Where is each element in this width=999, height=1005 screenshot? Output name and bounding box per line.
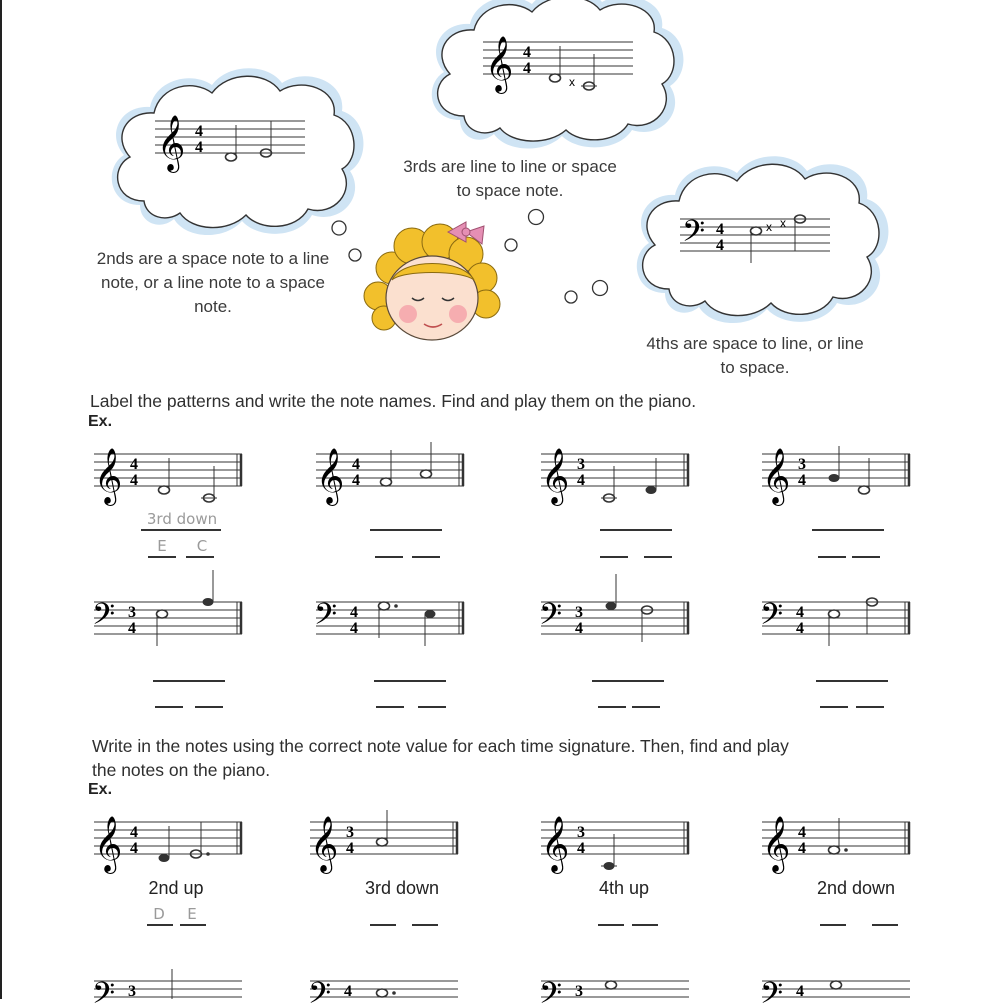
svg-text:4: 4 (195, 123, 203, 140)
bass-clef-icon: 𝄢 (760, 598, 784, 639)
note-line[interactable] (195, 706, 223, 708)
staff-s1-r1-c1 (90, 432, 250, 512)
note-line[interactable] (818, 556, 846, 558)
example-note-1: D (153, 905, 165, 923)
svg-text:4: 4 (798, 824, 806, 841)
note-line (186, 556, 214, 558)
note-line[interactable] (644, 556, 672, 558)
svg-text:4: 4 (796, 620, 804, 637)
note-line[interactable] (820, 924, 846, 926)
interval-label: 2nd down (816, 878, 896, 898)
note-line[interactable] (852, 556, 880, 558)
girl-face-illustration (362, 218, 502, 348)
svg-text:4: 4 (350, 620, 358, 637)
note-line[interactable] (412, 924, 438, 926)
staff-s2-r2-c3 (537, 965, 697, 1005)
svg-text:4: 4 (575, 620, 583, 637)
caption-thirds: 3rds are line to line or space to space note. (403, 157, 617, 200)
staff-s1-r2-c1 (90, 588, 250, 658)
svg-text:4: 4 (130, 840, 138, 857)
answer-line[interactable] (153, 680, 225, 682)
skip-mark-icon: x (766, 220, 772, 234)
example-note-2: E (187, 905, 197, 923)
treble-clef-icon: 𝄞 (485, 36, 514, 92)
svg-text:4: 4 (346, 840, 354, 857)
answer-line[interactable] (374, 680, 446, 682)
note-line[interactable] (418, 706, 446, 708)
svg-text:3: 3 (575, 983, 583, 1000)
note-line[interactable] (872, 924, 898, 926)
treble-clef-icon: 𝄞 (541, 816, 570, 872)
svg-text:3: 3 (798, 456, 806, 473)
answer-line[interactable] (592, 680, 664, 682)
svg-text:4: 4 (130, 472, 138, 489)
svg-text:4: 4 (716, 221, 724, 238)
svg-text:4: 4 (577, 472, 585, 489)
svg-text:3: 3 (128, 604, 136, 621)
note-line (180, 924, 206, 926)
note-line[interactable] (412, 556, 440, 558)
interval-label: 2nd up (148, 878, 204, 898)
caption-fourths: 4ths are space to line, or line to space. (646, 334, 864, 377)
staff-s1-r1-c3 (537, 432, 697, 512)
svg-text:4: 4 (798, 840, 806, 857)
staff-s1-r2-c3 (537, 588, 697, 658)
treble-clef-icon: 𝄞 (541, 448, 570, 504)
svg-text:3: 3 (575, 604, 583, 621)
svg-text:4: 4 (128, 620, 136, 637)
section2-example-label: Ex. (88, 781, 113, 798)
bass-clef-icon: 𝄢 (308, 977, 332, 1005)
staff-s2-r1-c1 (90, 800, 250, 880)
svg-text:4: 4 (344, 983, 352, 1000)
example-note-1: E (157, 537, 167, 555)
staff-s1-r1-c4 (758, 432, 918, 512)
answer-line[interactable] (816, 680, 888, 682)
answer-line (141, 529, 221, 531)
answer-line[interactable] (812, 529, 884, 531)
skip-mark-icon: x (569, 75, 575, 89)
note-line[interactable] (598, 706, 626, 708)
svg-text:3: 3 (346, 824, 354, 841)
note-line[interactable] (632, 924, 658, 926)
note-line[interactable] (376, 706, 404, 708)
bass-clef-icon: 𝄢 (682, 215, 706, 256)
note-line[interactable] (598, 924, 624, 926)
treble-clef-icon: 𝄞 (94, 448, 123, 504)
section2-instruction-line2: the notes on the piano. (92, 760, 271, 780)
treble-clef-icon: 𝄞 (316, 448, 345, 504)
svg-text:4: 4 (352, 456, 360, 473)
bass-clef-icon: 𝄢 (314, 598, 338, 639)
bass-clef-icon: 𝄢 (539, 598, 563, 639)
svg-text:4: 4 (796, 983, 804, 1000)
treble-clef-icon: 𝄞 (762, 816, 791, 872)
note-line (147, 924, 173, 926)
staff-s1-r2-c4 (758, 588, 918, 658)
interval-label: 3rd down (364, 878, 440, 898)
svg-text:4: 4 (577, 840, 585, 857)
staff-s2-r1-c3 (537, 800, 697, 880)
treble-clef-icon: 𝄞 (762, 448, 791, 504)
bass-clef-icon: 𝄢 (92, 598, 116, 639)
interval-label: 4th up (598, 878, 650, 898)
note-line[interactable] (856, 706, 884, 708)
svg-text:3: 3 (577, 824, 585, 841)
svg-text:4: 4 (350, 604, 358, 621)
svg-text:4: 4 (798, 472, 806, 489)
note-line[interactable] (370, 924, 396, 926)
note-line[interactable] (155, 706, 183, 708)
staff-s1-r1-c2 (312, 432, 472, 512)
staff-s2-r2-c1 (90, 965, 250, 1005)
svg-text:4: 4 (130, 824, 138, 841)
example-note-2: C (196, 537, 208, 555)
svg-text:3: 3 (577, 456, 585, 473)
svg-text:4: 4 (352, 472, 360, 489)
svg-text:4: 4 (796, 604, 804, 621)
svg-text:4: 4 (716, 237, 724, 254)
bass-clef-icon: 𝄢 (760, 977, 784, 1005)
treble-clef-icon: 𝄞 (310, 816, 339, 872)
note-line[interactable] (632, 706, 660, 708)
treble-clef-icon: 𝄞 (157, 115, 186, 171)
svg-text:3: 3 (128, 983, 136, 1000)
svg-text:4: 4 (130, 456, 138, 473)
treble-clef-icon: 𝄞 (94, 816, 123, 872)
answer-line[interactable] (600, 529, 672, 531)
staff-s1-r2-c2 (312, 588, 472, 658)
svg-text:4: 4 (523, 60, 531, 77)
skip-mark-icon: x (780, 216, 786, 230)
svg-text:4: 4 (195, 139, 203, 156)
section1-example-label: Ex. (88, 413, 113, 430)
section2-instruction-line1: Write in the notes using the correct note value for each time signature. Then, find and play (92, 736, 789, 756)
staff-s2-r1-c2 (306, 800, 466, 880)
answer-line[interactable] (370, 529, 442, 531)
note-line[interactable] (820, 706, 848, 708)
caption-seconds: 2nds are a space note to a line note, or a line note to a space note. (96, 249, 330, 316)
staff-s2-r2-c2 (306, 965, 466, 1005)
bass-clef-icon: 𝄢 (539, 977, 563, 1005)
bass-clef-icon: 𝄢 (92, 977, 116, 1005)
staff-s2-r1-c4 (758, 800, 918, 880)
note-line (148, 556, 176, 558)
note-line[interactable] (375, 556, 403, 558)
svg-text:4: 4 (523, 44, 531, 61)
staff-s2-r2-c4 (758, 965, 918, 1005)
section1-instruction: Label the patterns and write the note names. Find and play them on the piano. (90, 391, 697, 411)
note-line[interactable] (600, 556, 628, 558)
example-interval-answer: 3rd down (146, 510, 218, 528)
